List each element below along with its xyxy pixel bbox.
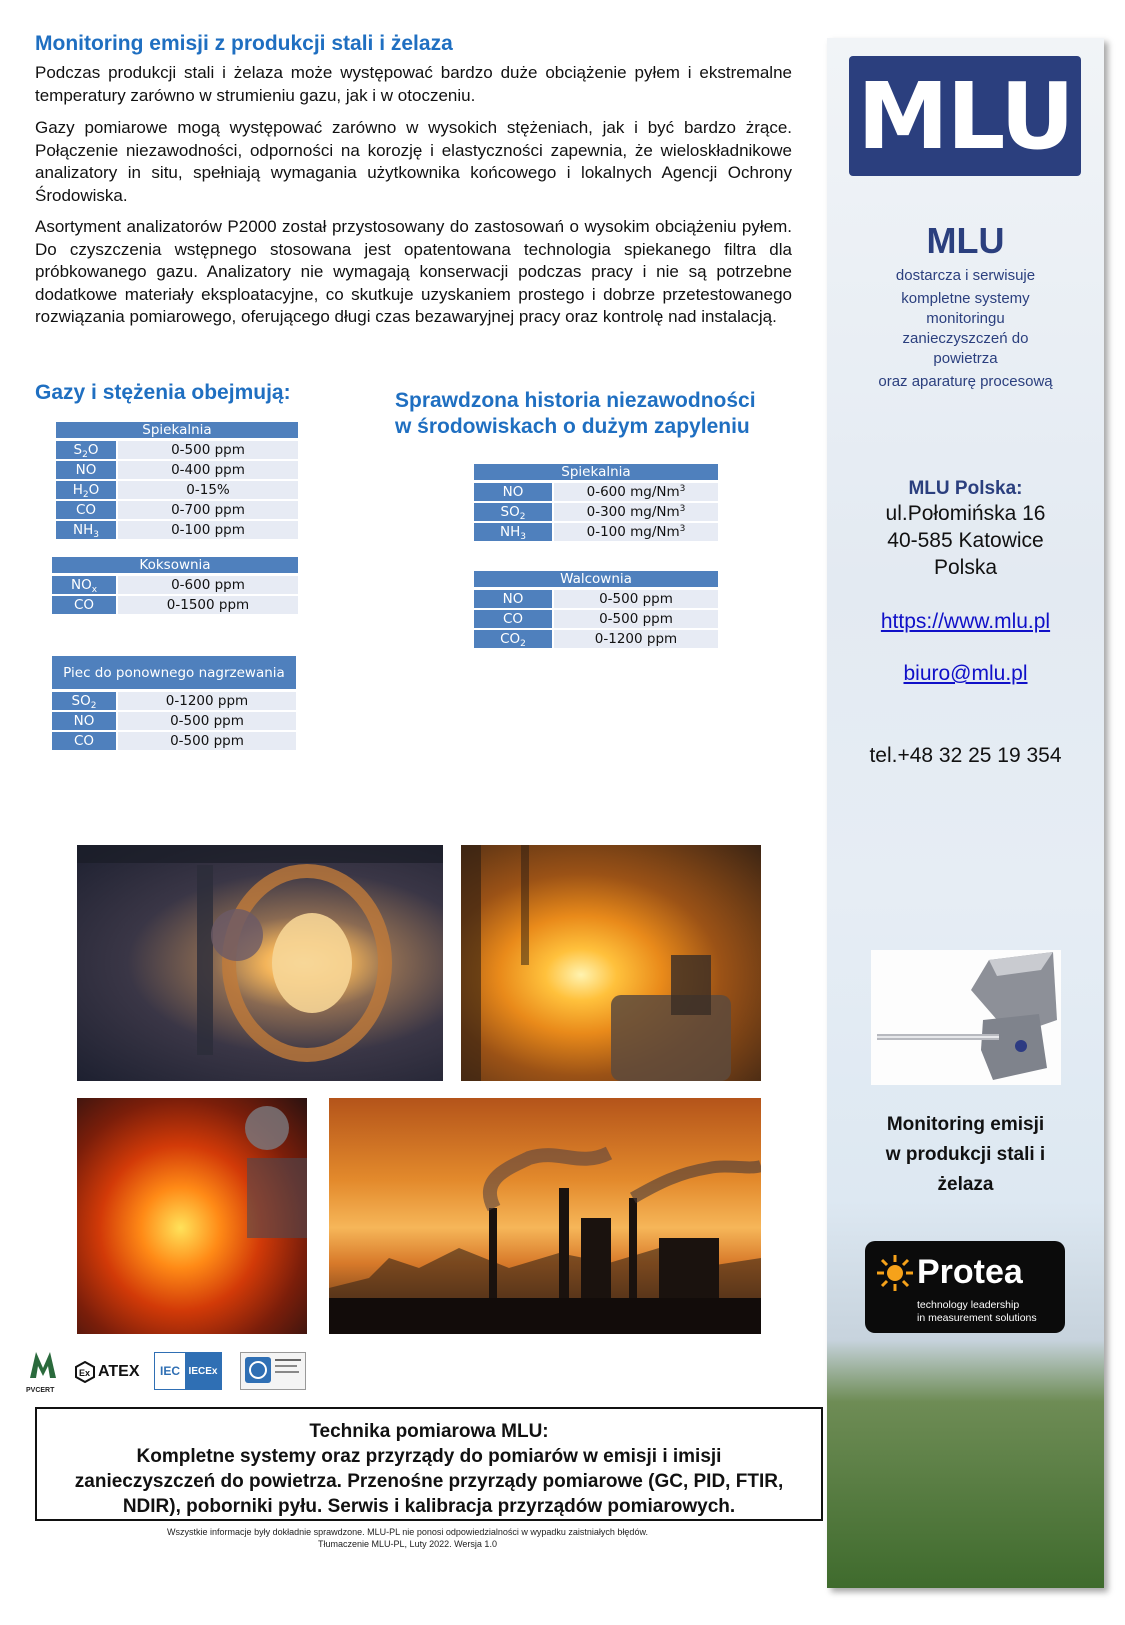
phone-number: tel.+48 32 25 19 354 bbox=[869, 744, 1062, 767]
value-cell: 0-1500 ppm bbox=[118, 596, 298, 614]
iecex-logo bbox=[154, 1352, 222, 1390]
analyzer-product-image bbox=[871, 950, 1061, 1085]
description-line: kompletne systemy bbox=[901, 290, 1030, 307]
table-row bbox=[56, 481, 298, 499]
intro-paragraph-3: Asortyment analizatorów P2000 został przystosowany do zastosowań o wysokim obciążeniu pyłem. Do czyszczenia wstępnego stosowana jest opatentowana technologia spiekanego filtra dla próbkowanego gazu. Analizatory nie wymagają konserwacji podczas pracy i nie są potrzebne dodatkowe materiały eksploatacyjne, co skutkuje uzyskaniem prostego i dobrze przetestowanego rozwiązania pomiarowego, oferującego długi czas bezawaryjnej pracy oraz kontrolę nad instalacją. bbox=[35, 217, 792, 326]
gas-cell: $S_2O$ bbox=[56, 441, 118, 459]
table-row bbox=[52, 732, 296, 750]
value-cell: 0-100 mg/Nm$^3$ bbox=[554, 523, 718, 541]
protea-name: Protea bbox=[917, 1253, 1023, 1291]
sidebar-panel bbox=[827, 38, 1104, 1588]
reliability-title-line-2: w środowiskach o dużym zapyleniu bbox=[395, 415, 750, 438]
office-title: MLU Polska: bbox=[908, 478, 1023, 499]
table-row bbox=[474, 483, 718, 501]
atex-logo bbox=[74, 1360, 139, 1384]
email-link[interactable]: biuro@mlu.pl bbox=[903, 662, 1028, 685]
value-cell: 0-1200 ppm bbox=[554, 630, 718, 648]
gas-cell: $SO_2$ bbox=[474, 503, 554, 521]
table-spiekalnia-right bbox=[474, 462, 718, 543]
table-row bbox=[474, 610, 718, 628]
gas-cell: $NH_3$ bbox=[474, 523, 554, 541]
table-row bbox=[52, 712, 296, 730]
pvcert-logo bbox=[26, 1348, 60, 1394]
description-line: oraz aparaturę procesową bbox=[878, 373, 1053, 390]
tuv-iso-logo bbox=[240, 1352, 306, 1390]
gas-cell: $NH_3$ bbox=[56, 521, 118, 539]
gas-cell: $CO_2$ bbox=[474, 630, 554, 648]
description-line: powietrza bbox=[933, 350, 998, 367]
protea-tagline bbox=[917, 1299, 1037, 1325]
value-cell: 0-500 ppm bbox=[118, 712, 296, 730]
value-cell: 0-600 mg/Nm$^3$ bbox=[554, 483, 718, 501]
table-row bbox=[52, 596, 298, 614]
photo-furnace-pour bbox=[461, 845, 761, 1081]
tuv-icon bbox=[241, 1353, 307, 1391]
tagline-line: technology leadership bbox=[917, 1299, 1020, 1311]
description-line: zanieczyszczeń do bbox=[902, 330, 1029, 347]
protea-logo bbox=[865, 1241, 1065, 1333]
pvcert-icon bbox=[26, 1348, 60, 1382]
address-line: Polska bbox=[933, 556, 998, 579]
address-line: 40-585 Katowice bbox=[887, 529, 1044, 552]
photo-rolling-mill bbox=[77, 845, 443, 1081]
gas-cell: CO bbox=[56, 501, 118, 519]
pvcert-text: PVCERT bbox=[26, 1387, 55, 1394]
disclaimer: Wszystkie informacje były dokładnie sprawdzone. MLU-PL nie ponosi odpowiedzialności w wypadku zaistniałych błędów. bbox=[167, 1527, 648, 1537]
table-header: Piec do ponownego nagrzewania bbox=[52, 656, 296, 690]
mlu-logo bbox=[849, 56, 1081, 176]
value-cell: 0-100 ppm bbox=[118, 521, 298, 539]
value-cell: 0-300 mg/Nm$^3$ bbox=[554, 503, 718, 521]
footer-text: Kompletne systemy oraz przyrządy do pomiarów w emisji i imisji zanieczyszczeń do powietrza. Przenośne przyrządy pomiarowe (GC, PID, FTIR, NDIR), poborniki pyłu. Serwis i kalibracja przyrządów pomiarowych. bbox=[74, 1446, 784, 1517]
brand-name: MLU bbox=[926, 220, 1005, 261]
gas-cell: NO bbox=[474, 483, 554, 501]
mlu-logo-text: MLU bbox=[857, 62, 1073, 170]
iecex-text: IECEx bbox=[185, 1353, 221, 1389]
gas-cell: NO bbox=[474, 590, 554, 608]
certification-logos bbox=[26, 1348, 326, 1396]
website-row bbox=[827, 610, 1104, 634]
table-header: Spiekalnia bbox=[56, 422, 298, 439]
description-line: dostarcza i serwisuje bbox=[895, 267, 1036, 284]
gas-cell: $H_2O$ bbox=[56, 481, 118, 499]
tagline-line: in measurement solutions bbox=[917, 1312, 1037, 1324]
sun-icon bbox=[875, 1253, 915, 1293]
product-caption bbox=[827, 1110, 1104, 1200]
table-row bbox=[474, 503, 718, 521]
value-cell: 0-1200 ppm bbox=[118, 692, 296, 710]
table-header: Spiekalnia bbox=[474, 464, 718, 481]
table-spiekalnia-left bbox=[56, 420, 298, 541]
table-header: Walcownia bbox=[474, 571, 718, 588]
table-koksownia bbox=[52, 555, 298, 616]
photo-steel-plant-sunset bbox=[329, 1098, 761, 1334]
photo-molten-metal bbox=[77, 1098, 307, 1334]
gas-cell: CO bbox=[52, 732, 118, 750]
table-row bbox=[474, 590, 718, 608]
footer-summary-box bbox=[35, 1407, 823, 1521]
value-cell: 0-600 ppm bbox=[118, 576, 298, 594]
value-cell: 0-500 ppm bbox=[554, 610, 718, 628]
svg-text:Ex: Ex bbox=[79, 1368, 91, 1378]
value-cell: 0-400 ppm bbox=[118, 461, 298, 479]
ex-hexagon-icon bbox=[74, 1361, 96, 1383]
table-row bbox=[56, 501, 298, 519]
table-row bbox=[56, 521, 298, 539]
gases-section-title: Gazy i stężenia obejmują: bbox=[35, 381, 291, 404]
value-cell: 0-700 ppm bbox=[118, 501, 298, 519]
table-row bbox=[474, 630, 718, 648]
reliability-title-line-1: Sprawdzona historia niezawodności bbox=[395, 389, 756, 412]
table-piec bbox=[52, 654, 296, 752]
value-cell: 0-15% bbox=[118, 481, 298, 499]
footer-title: Technika pomiarowa MLU: bbox=[309, 1421, 549, 1442]
caption-line: w produkcji stali i bbox=[885, 1144, 1046, 1165]
gas-cell: $SO_2$ bbox=[52, 692, 118, 710]
table-row bbox=[474, 523, 718, 541]
page-title: Monitoring emisji z produkcji stali i żelaza bbox=[35, 32, 453, 55]
table-row bbox=[56, 461, 298, 479]
table-row bbox=[52, 692, 296, 710]
atex-text: ATEX bbox=[98, 1363, 140, 1380]
translation-note: Tłumaczenie MLU-PL, Luty 2022. Wersja 1.0 bbox=[318, 1539, 497, 1549]
gas-cell: CO bbox=[474, 610, 554, 628]
description-line: monitoringu bbox=[926, 310, 1005, 327]
table-header: Koksownia bbox=[52, 557, 298, 574]
address-line: ul.Połomińska 16 bbox=[885, 502, 1046, 525]
table-walcownia bbox=[474, 569, 718, 650]
value-cell: 0-500 ppm bbox=[118, 732, 296, 750]
intro-paragraph-1: Podczas produkcji stali i żelaza może występować bardzo duże obciążenie pyłem i ekstremalne temperatury zarówno w strumieniu gazu, jak i w otoczeniu. bbox=[35, 63, 792, 105]
gas-cell: $NO_x$ bbox=[52, 576, 118, 594]
reliability-section-title bbox=[395, 388, 756, 440]
gas-cell: CO bbox=[52, 596, 118, 614]
gas-cell: NO bbox=[52, 712, 118, 730]
value-cell: 0-500 ppm bbox=[118, 441, 298, 459]
iec-text: IEC bbox=[155, 1353, 185, 1389]
website-link[interactable]: https://www.mlu.pl bbox=[880, 610, 1051, 633]
intro-paragraph-2: Gazy pomiarowe mogą występować zarówno w wysokich stężeniach, jak i być bardzo żrące. Połączenie niezawodności, odporności na korozję i elastyczności zapewnia, że wieloskładnikowe analizatory in situ, spełniają wymagania użytkownika końcowego i lokalnych Agencji Ochrony Środowiska. bbox=[35, 118, 792, 205]
brand-description bbox=[827, 266, 1104, 392]
caption-line: żelaza bbox=[937, 1174, 994, 1195]
table-row bbox=[52, 576, 298, 594]
gas-cell: NO bbox=[56, 461, 118, 479]
email-row bbox=[827, 662, 1104, 686]
value-cell: 0-500 ppm bbox=[554, 590, 718, 608]
caption-line: Monitoring emisji bbox=[886, 1114, 1045, 1135]
table-row bbox=[56, 441, 298, 459]
